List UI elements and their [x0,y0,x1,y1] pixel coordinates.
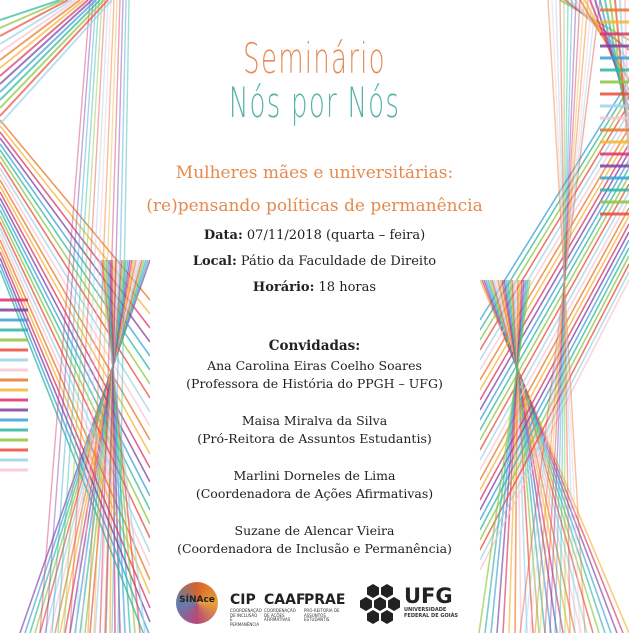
info-date-label: Data: [203,228,243,243]
sinace-logo: SÍNAce [176,582,218,624]
prae-subtitle: PRÓ-REITORIA DE ASSUNTOS ESTUDANTIS [304,608,340,622]
guest-role: (Coordenadora de Inclusão e Permanência) [177,541,452,556]
guest-role: (Pró-Reitora de Assuntos Estudantis) [197,431,432,446]
decorative-line [480,120,629,370]
logo-seminario: Seminário [243,34,386,83]
decorative-line [70,0,105,633]
footer-logos [150,580,480,628]
info-time-label: Horário: [252,280,315,295]
ufg-subtitle: UNIVERSIDADE FEDERAL DE GOIÁS [404,607,459,619]
info-location-label: Local: [192,254,237,269]
ufg-logo: UFG [404,584,453,608]
guest-name: Maisa Miralva da Silva [241,413,388,428]
caaf-subtitle: COORDENAÇÃO DE AÇÕES AFIRMATIVAS [264,608,296,622]
guest-name: Suzane de Alencar Vieira [234,523,395,538]
info-time [0,280,629,295]
guest-name: Marlini Dorneles de Lima [233,468,396,483]
event-title-line2: (re)pensando políticas de permanência [146,196,483,216]
event-title-line1: Mulheres mães e universitárias: [175,163,454,183]
cip-subtitle: COORDENAÇÃO DE INCLUSÃO E PERMANÊNCIA [230,608,262,627]
decorative-line [35,260,144,633]
info-date-value: 07/11/2018 (quarta – feira) [242,228,426,243]
caaf-logo: CAAF [264,592,306,608]
guest-role: (Professora de História do PPGH – UFG) [186,376,443,391]
ufg-hexagon-icon [358,582,402,626]
info-location [0,254,629,269]
info-time-value: 18 horas [314,280,377,295]
prae-logo: PRAE [304,592,346,608]
guests-heading: Convidadas: [268,338,361,354]
guest-name: Ana Carolina Eiras Coelho Soares [207,358,422,373]
logo-nos-por-nos: Nós por Nós [228,78,401,127]
decorative-line [0,0,88,76]
cip-logo: CIP [230,592,256,608]
info-location-value: Pátio da Faculdade de Direito [236,254,437,269]
guest-role: (Coordenadora de Ações Afirmativas) [195,486,434,501]
info-date [0,228,629,243]
